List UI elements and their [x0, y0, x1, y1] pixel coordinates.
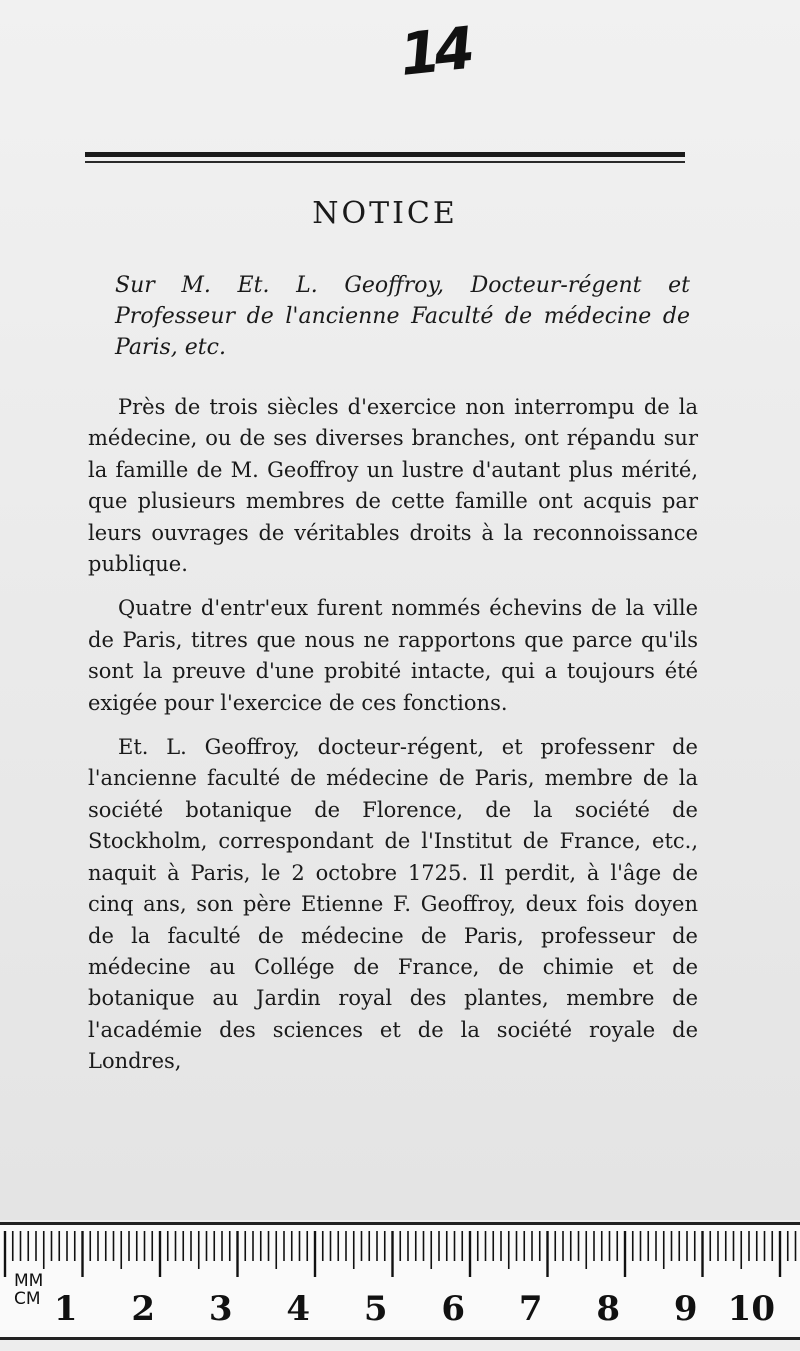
ruler-unit-mm: MM [14, 1271, 44, 1291]
ruler-scale [0, 1225, 800, 1337]
ruler-number: 5 [363, 1289, 388, 1329]
paragraph: Et. L. Geoffroy, docteur-régent, et professenr de l'ancienne faculté de médecine de Paris, membre de la société botanique de Florence, de la société de Stockholm, correspondant de l'Institut de France, etc., naquit à Paris, le 2 octobre 1725. Il perdit, à l'âge de cinq ans, son père Etienne F. Geoffroy, deux fois doyen de la faculté de médecine de Paris, professeur de médecine au Collége de France, de chimie et de botanique au Jardin royal des plantes, membre de l'académie des sciences et de la société royale de Londres, [88, 735, 698, 1074]
ruler-number: 7 [518, 1289, 543, 1329]
paragraph: Près de trois siècles d'exercice non interrompu de la médecine, ou de ses diverses branches, ont répandu sur la famille de M. Geoffroy un lustre d'autant plus mérité, que plusieurs membres de cette famille ont acquis par leurs ouvrages de véritables droits à la reconnoissance publique. [88, 395, 698, 577]
ruler-number: 3 [208, 1289, 233, 1329]
ruler-number: 9 [673, 1289, 698, 1329]
subtitle-line: Paris, etc. [115, 335, 226, 360]
ruler-number: 2 [131, 1289, 155, 1329]
header-rule-thick [85, 152, 685, 157]
body-text [88, 392, 698, 1091]
ruler-unit-cm: CM [14, 1289, 41, 1309]
measurement-ruler [0, 1222, 800, 1340]
subtitle-line: Sur M. Et. L. Geoffroy, Docteur-régent et [115, 273, 690, 298]
ruler-number: 6 [441, 1289, 465, 1329]
ruler-number: 4 [286, 1289, 310, 1329]
handwritten-page-number: 14 [396, 14, 473, 89]
header-rule-thin [85, 161, 685, 163]
ruler-number: 8 [596, 1289, 620, 1329]
page-title: NOTICE [312, 196, 458, 231]
ruler-number: 10 [727, 1289, 775, 1329]
subtitle-line: Professeur de l'ancienne Faculté de médecine de [115, 304, 690, 329]
ruler-number: 1 [53, 1289, 78, 1329]
subtitle [115, 270, 690, 363]
paragraph: Quatre d'entr'eux furent nommés échevins de la ville de Paris, titres que nous ne rapportons que parce qu'ils sont la preuve d'une probité intacte, qui a toujours été exigée pour l'exercice de ces fonctions. [88, 596, 698, 715]
